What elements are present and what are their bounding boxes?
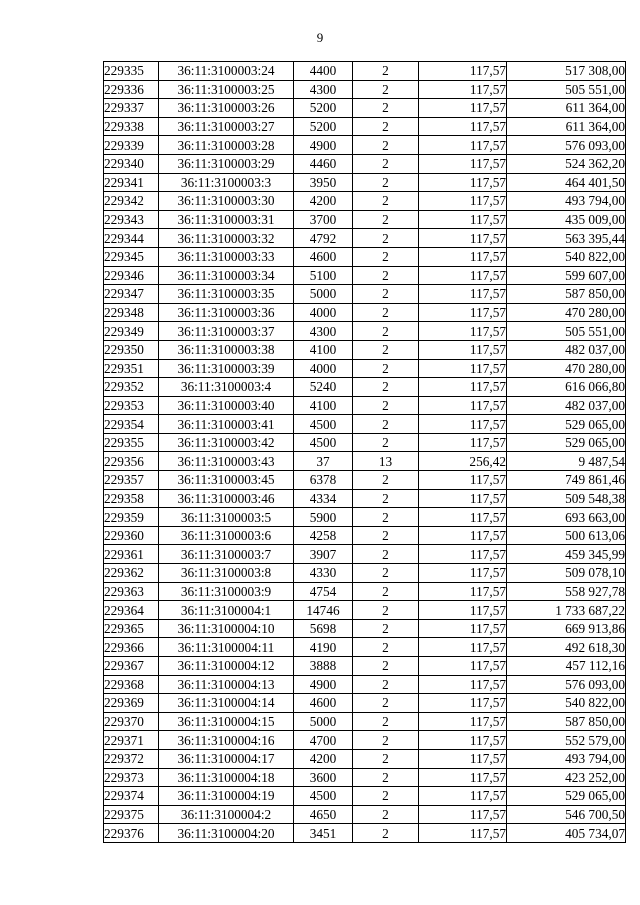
rate-cell: 117,57 (419, 694, 507, 713)
cadastral-number-cell: 36:11:3100003:9 (159, 582, 294, 601)
table-row (104, 675, 626, 694)
cadastral-number-cell: 36:11:3100003:33 (159, 247, 294, 266)
value-cell: 693 663,00 (507, 508, 626, 527)
table-row (104, 173, 626, 192)
cadastral-number-cell: 36:11:3100003:45 (159, 471, 294, 490)
area-cell: 4500 (294, 433, 353, 452)
cadastral-number-cell: 36:11:3100004:12 (159, 657, 294, 676)
area-cell: 4900 (294, 675, 353, 694)
value-cell: 459 345,99 (507, 545, 626, 564)
value-cell: 492 618,30 (507, 638, 626, 657)
rate-cell: 117,57 (419, 526, 507, 545)
category-cell: 2 (353, 675, 419, 694)
category-cell: 2 (353, 285, 419, 304)
record-id-cell: 229368 (104, 675, 159, 694)
category-cell: 2 (353, 787, 419, 806)
cadastral-number-cell: 36:11:3100003:38 (159, 340, 294, 359)
area-cell: 5200 (294, 117, 353, 136)
cadastral-number-cell: 36:11:3100003:30 (159, 192, 294, 211)
record-id-cell: 229371 (104, 731, 159, 750)
cadastral-number-cell: 36:11:3100003:27 (159, 117, 294, 136)
cadastral-number-cell: 36:11:3100003:34 (159, 266, 294, 285)
area-cell: 4000 (294, 303, 353, 322)
record-id-cell: 229338 (104, 117, 159, 136)
category-cell: 2 (353, 136, 419, 155)
value-cell: 517 308,00 (507, 62, 626, 81)
table-row (104, 824, 626, 843)
record-id-cell: 229376 (104, 824, 159, 843)
table-row (104, 303, 626, 322)
cadastral-number-cell: 36:11:3100003:26 (159, 99, 294, 118)
area-cell: 3888 (294, 657, 353, 676)
value-cell: 423 252,00 (507, 768, 626, 787)
cadastral-number-cell: 36:11:3100003:35 (159, 285, 294, 304)
category-cell: 2 (353, 303, 419, 322)
table-row (104, 322, 626, 341)
value-cell: 1 733 687,22 (507, 601, 626, 620)
value-cell: 576 093,00 (507, 675, 626, 694)
rate-cell: 117,57 (419, 192, 507, 211)
rate-cell: 117,57 (419, 582, 507, 601)
area-cell: 4792 (294, 229, 353, 248)
rate-cell: 117,57 (419, 619, 507, 638)
table-row (104, 154, 626, 173)
category-cell: 2 (353, 322, 419, 341)
record-id-cell: 229346 (104, 266, 159, 285)
area-cell: 5240 (294, 378, 353, 397)
record-id-cell: 229347 (104, 285, 159, 304)
value-cell: 563 395,44 (507, 229, 626, 248)
category-cell: 2 (353, 601, 419, 620)
table-row (104, 805, 626, 824)
table-row (104, 210, 626, 229)
value-cell: 405 734,07 (507, 824, 626, 843)
rate-cell: 117,57 (419, 378, 507, 397)
value-cell: 457 112,16 (507, 657, 626, 676)
table-row (104, 601, 626, 620)
record-id-cell: 229339 (104, 136, 159, 155)
table-row (104, 471, 626, 490)
rate-cell: 117,57 (419, 712, 507, 731)
record-id-cell: 229345 (104, 247, 159, 266)
rate-cell: 117,57 (419, 340, 507, 359)
cadastral-number-cell: 36:11:3100004:14 (159, 694, 294, 713)
category-cell: 2 (353, 582, 419, 601)
cadastral-number-cell: 36:11:3100003:7 (159, 545, 294, 564)
record-id-cell: 229344 (104, 229, 159, 248)
area-cell: 4300 (294, 322, 353, 341)
area-cell: 4200 (294, 749, 353, 768)
category-cell: 2 (353, 154, 419, 173)
cadastral-number-cell: 36:11:3100004:15 (159, 712, 294, 731)
record-id-cell: 229350 (104, 340, 159, 359)
value-cell: 611 364,00 (507, 117, 626, 136)
record-id-cell: 229372 (104, 749, 159, 768)
value-cell: 529 065,00 (507, 787, 626, 806)
record-id-cell: 229341 (104, 173, 159, 192)
value-cell: 509 078,10 (507, 564, 626, 583)
category-cell: 2 (353, 824, 419, 843)
category-cell: 2 (353, 471, 419, 490)
table-row (104, 229, 626, 248)
record-id-cell: 229373 (104, 768, 159, 787)
value-cell: 546 700,50 (507, 805, 626, 824)
cadastral-number-cell: 36:11:3100004:17 (159, 749, 294, 768)
category-cell: 2 (353, 247, 419, 266)
table-row (104, 526, 626, 545)
category-cell: 2 (353, 638, 419, 657)
area-cell: 37 (294, 452, 353, 471)
table-row (104, 415, 626, 434)
table-row (104, 117, 626, 136)
record-id-cell: 229337 (104, 99, 159, 118)
value-cell: 599 607,00 (507, 266, 626, 285)
category-cell: 2 (353, 694, 419, 713)
category-cell: 2 (353, 749, 419, 768)
rate-cell: 117,57 (419, 396, 507, 415)
category-cell: 2 (353, 489, 419, 508)
category-cell: 2 (353, 712, 419, 731)
value-cell: 529 065,00 (507, 415, 626, 434)
table-row (104, 80, 626, 99)
category-cell: 2 (353, 192, 419, 211)
record-id-cell: 229340 (104, 154, 159, 173)
area-cell: 4100 (294, 340, 353, 359)
cadastral-number-cell: 36:11:3100003:31 (159, 210, 294, 229)
cadastral-number-cell: 36:11:3100003:4 (159, 378, 294, 397)
area-cell: 5900 (294, 508, 353, 527)
record-id-cell: 229355 (104, 433, 159, 452)
table-row (104, 545, 626, 564)
area-cell: 4100 (294, 396, 353, 415)
rate-cell: 117,57 (419, 303, 507, 322)
category-cell: 2 (353, 266, 419, 285)
record-id-cell: 229348 (104, 303, 159, 322)
rate-cell: 117,57 (419, 99, 507, 118)
record-id-cell: 229370 (104, 712, 159, 731)
rate-cell: 117,57 (419, 266, 507, 285)
rate-cell: 117,57 (419, 210, 507, 229)
record-id-cell: 229375 (104, 805, 159, 824)
category-cell: 2 (353, 731, 419, 750)
value-cell: 493 794,00 (507, 192, 626, 211)
table-row (104, 285, 626, 304)
record-id-cell: 229366 (104, 638, 159, 657)
value-cell: 509 548,38 (507, 489, 626, 508)
rate-cell: 117,57 (419, 471, 507, 490)
rate-cell: 117,57 (419, 824, 507, 843)
value-cell: 9 487,54 (507, 452, 626, 471)
rate-cell: 117,57 (419, 117, 507, 136)
area-cell: 5000 (294, 712, 353, 731)
rate-cell: 117,57 (419, 731, 507, 750)
category-cell: 2 (353, 805, 419, 824)
category-cell: 2 (353, 545, 419, 564)
table-row (104, 136, 626, 155)
rate-cell: 117,57 (419, 359, 507, 378)
record-id-cell: 229342 (104, 192, 159, 211)
table-row (104, 378, 626, 397)
record-id-cell: 229360 (104, 526, 159, 545)
record-id-cell: 229374 (104, 787, 159, 806)
value-cell: 749 861,46 (507, 471, 626, 490)
cadastral-number-cell: 36:11:3100003:40 (159, 396, 294, 415)
record-id-cell: 229358 (104, 489, 159, 508)
category-cell: 2 (353, 564, 419, 583)
category-cell: 2 (353, 99, 419, 118)
record-id-cell: 229351 (104, 359, 159, 378)
cadastral-number-cell: 36:11:3100003:5 (159, 508, 294, 527)
record-id-cell: 229352 (104, 378, 159, 397)
area-cell: 4330 (294, 564, 353, 583)
value-cell: 587 850,00 (507, 712, 626, 731)
table-row (104, 508, 626, 527)
value-cell: 529 065,00 (507, 433, 626, 452)
table-row (104, 582, 626, 601)
value-cell: 587 850,00 (507, 285, 626, 304)
rate-cell: 117,57 (419, 173, 507, 192)
category-cell: 13 (353, 452, 419, 471)
area-cell: 4460 (294, 154, 353, 173)
rate-cell: 117,57 (419, 657, 507, 676)
table-row (104, 489, 626, 508)
record-id-cell: 229343 (104, 210, 159, 229)
area-cell: 4334 (294, 489, 353, 508)
cadastral-number-cell: 36:11:3100003:29 (159, 154, 294, 173)
area-cell: 4500 (294, 787, 353, 806)
category-cell: 2 (353, 619, 419, 638)
area-cell: 3700 (294, 210, 353, 229)
rate-cell: 117,57 (419, 564, 507, 583)
value-cell: 552 579,00 (507, 731, 626, 750)
area-cell: 5100 (294, 266, 353, 285)
value-cell: 482 037,00 (507, 396, 626, 415)
category-cell: 2 (353, 415, 419, 434)
area-cell: 4700 (294, 731, 353, 750)
category-cell: 2 (353, 62, 419, 81)
category-cell: 2 (353, 229, 419, 248)
cadastral-number-cell: 36:11:3100003:32 (159, 229, 294, 248)
cadastral-number-cell: 36:11:3100004:2 (159, 805, 294, 824)
rate-cell: 117,57 (419, 136, 507, 155)
area-cell: 5000 (294, 285, 353, 304)
record-id-cell: 229364 (104, 601, 159, 620)
record-id-cell: 229365 (104, 619, 159, 638)
value-cell: 464 401,50 (507, 173, 626, 192)
table-row (104, 787, 626, 806)
page-number: 9 (316, 30, 324, 45)
record-id-cell: 229367 (104, 657, 159, 676)
record-id-cell: 229336 (104, 80, 159, 99)
cadastral-number-cell: 36:11:3100004:16 (159, 731, 294, 750)
category-cell: 2 (353, 378, 419, 397)
record-id-cell: 229357 (104, 471, 159, 490)
area-cell: 4500 (294, 415, 353, 434)
table-body (104, 62, 626, 843)
rate-cell: 117,57 (419, 229, 507, 248)
rate-cell: 117,57 (419, 638, 507, 657)
rate-cell: 117,57 (419, 433, 507, 452)
table-row (104, 749, 626, 768)
cadastral-number-cell: 36:11:3100004:1 (159, 601, 294, 620)
table-row (104, 340, 626, 359)
value-cell: 435 009,00 (507, 210, 626, 229)
table-row (104, 564, 626, 583)
value-cell: 558 927,78 (507, 582, 626, 601)
cadastral-number-cell: 36:11:3100004:18 (159, 768, 294, 787)
value-cell: 482 037,00 (507, 340, 626, 359)
cadastral-number-cell: 36:11:3100004:19 (159, 787, 294, 806)
cadastral-number-cell: 36:11:3100004:10 (159, 619, 294, 638)
area-cell: 4200 (294, 192, 353, 211)
table-row (104, 619, 626, 638)
cadastral-number-cell: 36:11:3100004:20 (159, 824, 294, 843)
rate-cell: 117,57 (419, 545, 507, 564)
table-row (104, 712, 626, 731)
cadastral-number-cell: 36:11:3100003:41 (159, 415, 294, 434)
record-id-cell: 229335 (104, 62, 159, 81)
value-cell: 505 551,00 (507, 322, 626, 341)
rate-cell: 117,57 (419, 285, 507, 304)
table-row (104, 396, 626, 415)
cadastral-number-cell: 36:11:3100003:43 (159, 452, 294, 471)
rate-cell: 117,57 (419, 489, 507, 508)
rate-cell: 117,57 (419, 768, 507, 787)
rate-cell: 117,57 (419, 749, 507, 768)
table-row (104, 694, 626, 713)
category-cell: 2 (353, 173, 419, 192)
category-cell: 2 (353, 768, 419, 787)
area-cell: 6378 (294, 471, 353, 490)
category-cell: 2 (353, 80, 419, 99)
rate-cell: 117,57 (419, 508, 507, 527)
value-cell: 669 913,86 (507, 619, 626, 638)
record-id-cell: 229369 (104, 694, 159, 713)
area-cell: 4754 (294, 582, 353, 601)
table-row (104, 657, 626, 676)
value-cell: 616 066,80 (507, 378, 626, 397)
area-cell: 4258 (294, 526, 353, 545)
table-row (104, 731, 626, 750)
area-cell: 4190 (294, 638, 353, 657)
value-cell: 524 362,20 (507, 154, 626, 173)
rate-cell: 117,57 (419, 415, 507, 434)
record-id-cell: 229362 (104, 564, 159, 583)
rate-cell: 117,57 (419, 675, 507, 694)
rate-cell: 117,57 (419, 62, 507, 81)
table-row (104, 768, 626, 787)
record-id-cell: 229353 (104, 396, 159, 415)
record-id-cell: 229356 (104, 452, 159, 471)
record-id-cell: 229354 (104, 415, 159, 434)
record-id-cell: 229361 (104, 545, 159, 564)
category-cell: 2 (353, 526, 419, 545)
table-row (104, 359, 626, 378)
table-row (104, 433, 626, 452)
area-cell: 4000 (294, 359, 353, 378)
value-cell: 540 822,00 (507, 694, 626, 713)
cadastral-number-cell: 36:11:3100004:11 (159, 638, 294, 657)
data-table (103, 61, 626, 843)
category-cell: 2 (353, 210, 419, 229)
rate-cell: 117,57 (419, 322, 507, 341)
cadastral-number-cell: 36:11:3100003:37 (159, 322, 294, 341)
table-row (104, 638, 626, 657)
value-cell: 611 364,00 (507, 99, 626, 118)
area-cell: 4400 (294, 62, 353, 81)
cadastral-number-cell: 36:11:3100004:13 (159, 675, 294, 694)
cadastral-number-cell: 36:11:3100003:24 (159, 62, 294, 81)
cadastral-number-cell: 36:11:3100003:25 (159, 80, 294, 99)
value-cell: 540 822,00 (507, 247, 626, 266)
area-cell: 3907 (294, 545, 353, 564)
record-id-cell: 229349 (104, 322, 159, 341)
rate-cell: 256,42 (419, 452, 507, 471)
value-cell: 470 280,00 (507, 359, 626, 378)
cadastral-number-cell: 36:11:3100003:8 (159, 564, 294, 583)
value-cell: 500 613,06 (507, 526, 626, 545)
table-row (104, 266, 626, 285)
table-row (104, 62, 626, 81)
rate-cell: 117,57 (419, 601, 507, 620)
value-cell: 470 280,00 (507, 303, 626, 322)
rate-cell: 117,57 (419, 787, 507, 806)
table-row (104, 192, 626, 211)
table-row (104, 247, 626, 266)
rate-cell: 117,57 (419, 805, 507, 824)
cadastral-number-cell: 36:11:3100003:42 (159, 433, 294, 452)
value-cell: 576 093,00 (507, 136, 626, 155)
category-cell: 2 (353, 396, 419, 415)
area-cell: 5200 (294, 99, 353, 118)
area-cell: 3600 (294, 768, 353, 787)
cadastral-number-cell: 36:11:3100003:6 (159, 526, 294, 545)
area-cell: 4650 (294, 805, 353, 824)
table-row (104, 452, 626, 471)
rate-cell: 117,57 (419, 80, 507, 99)
category-cell: 2 (353, 117, 419, 136)
cadastral-number-cell: 36:11:3100003:28 (159, 136, 294, 155)
area-cell: 14746 (294, 601, 353, 620)
category-cell: 2 (353, 433, 419, 452)
area-cell: 3950 (294, 173, 353, 192)
category-cell: 2 (353, 508, 419, 527)
cadastral-number-cell: 36:11:3100003:39 (159, 359, 294, 378)
cadastral-number-cell: 36:11:3100003:3 (159, 173, 294, 192)
category-cell: 2 (353, 340, 419, 359)
value-cell: 493 794,00 (507, 749, 626, 768)
category-cell: 2 (353, 657, 419, 676)
area-cell: 5698 (294, 619, 353, 638)
record-id-cell: 229359 (104, 508, 159, 527)
area-cell: 4900 (294, 136, 353, 155)
area-cell: 3451 (294, 824, 353, 843)
record-id-cell: 229363 (104, 582, 159, 601)
area-cell: 4600 (294, 694, 353, 713)
cadastral-number-cell: 36:11:3100003:46 (159, 489, 294, 508)
area-cell: 4600 (294, 247, 353, 266)
value-cell: 505 551,00 (507, 80, 626, 99)
category-cell: 2 (353, 359, 419, 378)
rate-cell: 117,57 (419, 154, 507, 173)
cadastral-number-cell: 36:11:3100003:36 (159, 303, 294, 322)
table-row (104, 99, 626, 118)
rate-cell: 117,57 (419, 247, 507, 266)
area-cell: 4300 (294, 80, 353, 99)
